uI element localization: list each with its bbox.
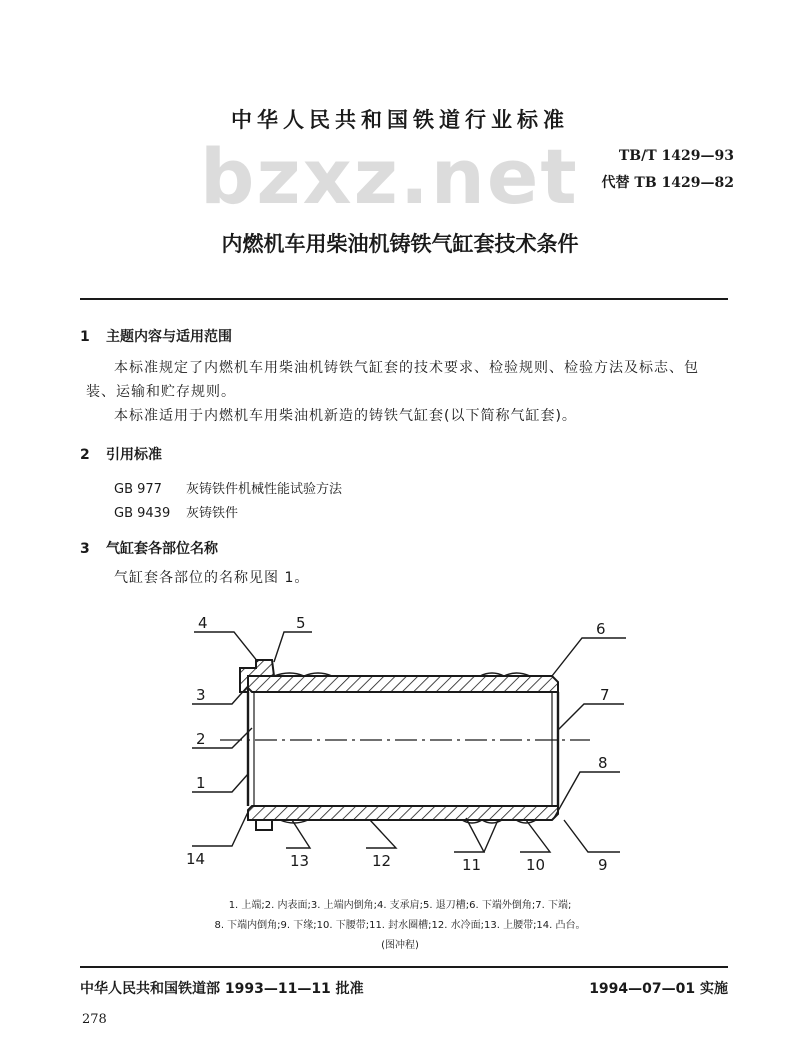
page-number: 278 [82, 1012, 107, 1027]
document-title: 内燃机车用柴油机铸铁气缸套技术条件 [221, 232, 579, 256]
label-6: 6 [596, 620, 606, 638]
paragraph: 本标准规定了内燃机车用柴油机铸铁气缸套的技术要求、检验规则、检验方法及标志、包装、运输和贮存规则。 [86, 360, 699, 400]
label-12: 12 [372, 852, 392, 870]
standard-number: TB/T 1429—93 [618, 148, 734, 164]
section-number: 3 [80, 541, 90, 557]
label-1: 1 [196, 774, 206, 792]
figure-caption-line-1: 1. 上端;2. 内表面;3. 上端内倒角;4. 支承肩;5. 退刀槽;6. 下端外倒角;7. 下端; [228, 900, 572, 911]
section-number: 1 [80, 329, 90, 345]
footer-divider [80, 966, 728, 968]
title-divider [80, 298, 728, 300]
label-7: 7 [600, 686, 610, 704]
section-heading-2 [80, 444, 162, 464]
watermark: bzxz.net [200, 132, 579, 221]
label-8: 8 [598, 754, 608, 772]
cylinder-liner-figure [180, 608, 640, 874]
boss [256, 820, 272, 830]
label-9: 9 [598, 856, 608, 874]
paragraph: 气缸套各部位的名称见图 1。 [114, 570, 310, 586]
replaces-standard: 代替 TB 1429—82 [601, 175, 734, 191]
label-10: 10 [526, 856, 546, 874]
reference-code: GB 977 [114, 482, 162, 497]
liner-upper-wall [248, 676, 558, 692]
label-13: 13 [290, 852, 310, 870]
reference-item [114, 502, 238, 521]
label-4: 4 [198, 614, 208, 632]
section-title: 主题内容与适用范围 [106, 329, 232, 345]
label-14: 14 [186, 850, 206, 868]
reference-name: 灰铸铁件机械性能试验方法 [186, 482, 343, 497]
section-heading-3 [80, 538, 218, 558]
label-2: 2 [196, 730, 206, 748]
figure-caption-line-2: 8. 下端内倒角;9. 下缘;10. 下腰带;11. 封水圈槽;12. 水冷面;13. 上腰带;14. 凸台。 [214, 920, 586, 931]
section-title: 引用标准 [106, 447, 162, 463]
section-number: 2 [80, 447, 90, 463]
label-11: 11 [462, 856, 482, 874]
issuing-organization: 中华人民共和国铁道行业标准 [231, 108, 569, 132]
label-3: 3 [196, 686, 206, 704]
liner-lower-wall [248, 806, 558, 820]
paragraph: 本标准适用于内燃机车用柴油机新造的铸铁气缸套(以下简称气缸套)。 [114, 408, 577, 424]
effective-date: 1994—07—01 实施 [589, 981, 728, 997]
section-heading-1 [80, 326, 232, 346]
figure-caption-line-3: (图冲程) [381, 940, 419, 951]
reference-code: GB 9439 [114, 506, 171, 521]
section-title: 气缸套各部位名称 [106, 541, 218, 557]
reference-item [114, 478, 342, 497]
issuer-approval: 中华人民共和国铁道部 1993—11—11 批准 [80, 981, 364, 997]
label-5: 5 [296, 614, 306, 632]
reference-name: 灰铸铁件 [186, 506, 239, 521]
